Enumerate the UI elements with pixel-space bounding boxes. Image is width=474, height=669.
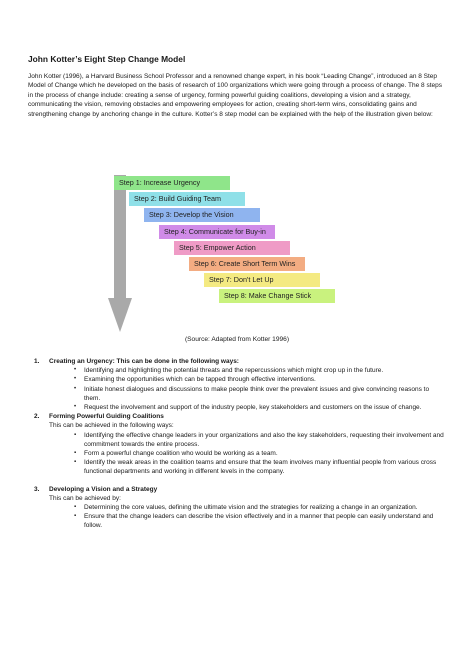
bullet-marker-icon: ▪ xyxy=(74,504,77,511)
bullet-text: Identifying and highlighting the potential threats and the repercussions which might crop up in the future. xyxy=(84,367,384,375)
section-heading xyxy=(34,485,444,494)
bullet-item xyxy=(74,385,444,403)
section-heading xyxy=(34,357,444,366)
bullet-text: Examining the opportunities which can be tapped through effective interventions. xyxy=(84,376,316,384)
bullet-text: Request the involvement and support of the industry people, key stakeholders and customers on the issue of change. xyxy=(84,404,422,412)
step-7: Step 7: Don't Let Up xyxy=(204,273,320,287)
sections-list xyxy=(34,357,444,531)
bullet-marker-icon: • xyxy=(74,367,77,374)
bullet-marker-icon: ▪ xyxy=(74,431,77,438)
bullet-list xyxy=(34,366,444,412)
bullet-marker-icon: ▪ xyxy=(74,450,77,457)
step-5: Step 5: Empower Action xyxy=(174,241,290,255)
diagram-caption: (Source: Adapted from Kotter 1996) xyxy=(184,336,290,343)
bullet-marker-icon: • xyxy=(74,376,77,383)
section-number: 1. xyxy=(34,358,40,365)
bullet-item xyxy=(74,512,444,530)
bullet-marker-icon: ▪ xyxy=(74,459,77,466)
bullet-item xyxy=(74,449,444,458)
bullet-marker-icon: ▪ xyxy=(74,513,77,520)
step-3: Step 3: Develop the Vision xyxy=(144,208,260,222)
step-1: Step 1: Increase Urgency xyxy=(114,176,230,190)
bullet-item xyxy=(74,431,444,449)
step-6: Step 6: Create Short Term Wins xyxy=(189,257,305,271)
bullet-text: Form a powerful change coalition who would be working as a team. xyxy=(84,450,278,458)
section-number: 3. xyxy=(34,485,40,493)
bullet-item xyxy=(74,503,444,512)
bullet-marker-icon: • xyxy=(74,404,77,411)
bullet-text: Determining the core values, defining the ultimate vision and the strategies for realizing a change in an organization. xyxy=(84,504,418,512)
section-heading-text: Developing a Vision and a Strategy xyxy=(49,485,158,493)
section-intro: This can be achieved by: xyxy=(49,494,121,502)
section-number: 2. xyxy=(34,413,40,421)
section-intro: This can be achieved in the following ways: xyxy=(49,422,174,430)
step-4: Step 4: Communicate for Buy-in xyxy=(159,225,275,239)
bullet-item xyxy=(74,366,444,375)
section-heading xyxy=(34,412,444,421)
bullet-item xyxy=(74,458,444,476)
bullet-list xyxy=(34,503,444,531)
section-heading-text: Creating an Urgency: This can be done in the following ways: xyxy=(49,358,239,365)
bullet-text: Identify the weak areas in the coalition teams and ensure that the team involves many influential people from various cross functional departments and working in different levels in the company. xyxy=(84,459,437,476)
bullet-text: Initiate honest dialogues and discussions to make people think over the prevalent issues and give convincing reasons to them. xyxy=(84,385,430,402)
section-3 xyxy=(34,485,444,531)
section-1 xyxy=(34,357,444,412)
section-heading-text: Forming Powerful Guiding Coalitions xyxy=(49,413,164,421)
bullet-marker-icon: • xyxy=(74,385,77,392)
bullet-item xyxy=(74,403,444,412)
bullet-text: Ensure that the change leaders can describe the vision effectively and in a manner that people can easily understand and follow. xyxy=(84,513,434,530)
bullet-text: Identifying the effective change leaders in your organizations and also the key stakeholders, requesting their involvement and commitment towards the entire process. xyxy=(84,431,444,448)
page-title: John Kotter’s Eight Step Change Model xyxy=(28,54,186,64)
bullet-item xyxy=(74,375,444,384)
intro-paragraph: John Kotter (1996), a Harvard Business School Professor and a renowned change expert, in his book “Leading Change”, introduced an 8 Step Model of Change which he developed on the basis of research of 100 organizations which were going through a process of change. The 8 steps in the process of change include: creating a sense of urgency, forming powerful guiding coalitions, developing a vision and a strategy, communicating the vision, removing obstacles and empowering employees for action, creating short-term wins, consolidating gains and strengthening change by anchoring change in the culture. Kotter’s 8 step model can be explained with the help of the illustration given below: xyxy=(28,73,442,118)
bullet-list xyxy=(34,431,444,477)
section-2 xyxy=(34,412,444,476)
step-2: Step 2: Build Guiding Team xyxy=(129,192,245,206)
kotter-steps-diagram xyxy=(0,170,474,340)
step-8: Step 8: Make Change Stick xyxy=(219,289,335,303)
